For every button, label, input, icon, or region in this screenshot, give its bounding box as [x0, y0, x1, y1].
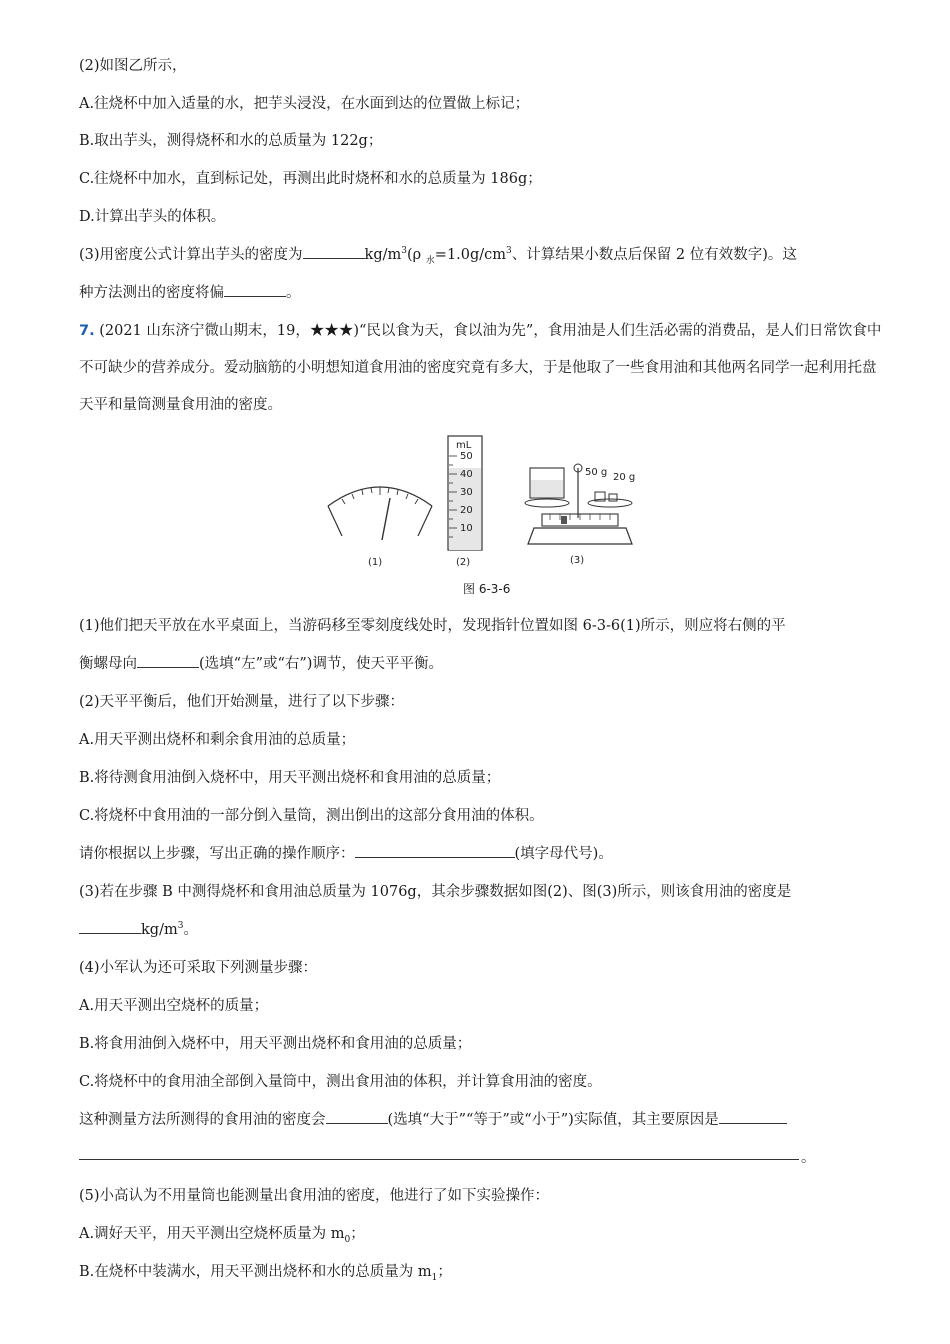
s3-line1: (3)若在步骤 B 中测得烧杯和食用油总质量为 1076g，其余步骤数据如图(2)、图(3)所示，则该食用油的密度是 — [79, 884, 792, 900]
s2-heading: (2)天平平衡后，他们开始测量，进行了以下步骤： — [79, 694, 405, 710]
answer-blank[interactable] — [326, 1109, 388, 1124]
s1-line2: 衡螺母向 (选填“左”或“右”)调节，使天平平衡。 — [79, 652, 443, 673]
answer-line[interactable] — [79, 1159, 799, 1160]
answer-blank[interactable] — [719, 1109, 787, 1124]
part3-question-line2: 种方法测出的密度将偏 。 — [79, 281, 301, 302]
graduated-cylinder — [448, 436, 482, 568]
answer-blank[interactable] — [224, 282, 286, 297]
s2-step-c: C.将烧杯中食用油的一部分倒入量筒，测出倒出的这部分食用油的体积。 — [79, 808, 544, 824]
s5-heading: (5)小高认为不用量筒也能测量出食用油的密度，他进行了如下实验操作： — [79, 1188, 550, 1204]
figure-6-3-6 — [320, 428, 650, 600]
svg-text:mL: mL — [456, 440, 472, 451]
s2-step-b: B.将待测食用油倒入烧杯中，用天平测出烧杯和食用油的总质量； — [79, 770, 501, 786]
answer-blank[interactable] — [355, 843, 515, 858]
s3-line2: $kg/m^3$。 — [79, 918, 198, 939]
answer-blank[interactable] — [79, 919, 141, 934]
part2-step-c: C.往烧杯中加水，直到标记处，再测出此时烧杯和水的总质量为 186g； — [79, 171, 542, 187]
part2-step-a: A.往烧杯中加入适量的水，把芋头浸没，在水面到达的位置做上标记； — [79, 96, 530, 112]
svg-text:(3): (3) — [570, 555, 585, 566]
svg-text:50 g: 50 g — [585, 467, 608, 478]
s4-question: 这种测量方法所测得的食用油的密度会 (选填“大于”“等于”或“小于”)实际值，其主要原因是 — [79, 1108, 787, 1129]
balance-base — [528, 528, 632, 544]
answer-blank[interactable] — [137, 653, 199, 668]
s2-order: 请你根据以上步骤，写出正确的操作顺序： (填字母代号)。 — [79, 842, 613, 863]
s4-end: 。 — [801, 1150, 816, 1166]
weight-20g — [609, 494, 617, 501]
svg-text:20 g: 20 g — [613, 472, 636, 483]
balance-diagram — [525, 464, 635, 566]
svg-text:50: 50 — [460, 451, 473, 462]
svg-text:30: 30 — [460, 487, 473, 498]
pointer-needle — [382, 498, 390, 540]
s4-step-b: B.将食用油倒入烧杯中，用天平测出烧杯和食用油的总质量； — [79, 1036, 472, 1052]
s2-step-a: A.用天平测出烧杯和剩余食用油的总质量； — [79, 732, 356, 748]
answer-blank[interactable] — [303, 244, 365, 259]
part3-question-line1: (3)用密度公式计算出芋头的密度为 $kg/m^3(\rho$ $_水=1.0g/cm^3$、计算结果小数点后保留 2 位有效数字)。这 — [79, 243, 797, 266]
s4-step-a: A.用天平测出空烧杯的质量； — [79, 998, 269, 1014]
pointer-scale-diagram — [328, 487, 432, 568]
part2-step-d: D.计算出芋头的体积。 — [79, 209, 226, 225]
svg-text:40: 40 — [460, 469, 473, 480]
figure-caption: 图 6-3-6 — [463, 582, 511, 596]
s1-line1: (1)他们把天平放在水平桌面上，当游码移至零刻度线处时，发现指针位置如图 6-3-6(1)所示，则应将右侧的平 — [79, 618, 786, 634]
question-7-intro: 7. (2021 山东济宁微山期末，19，★★★)“民以食为天，食以油为先”，食用油是人们生活必需的消费品，是人们日常饮食中不可缺少的营养成分。爱动脑筋的小明想知道食用油的密度究竟有多大，于是他取了一些食用油和其他两名同学一起利用托盘天平和量筒测量食用油的密度。 — [79, 323, 882, 413]
s4-heading: (4)小军认为还可采取下列测量步骤： — [79, 960, 318, 976]
part2-step-b: B.取出芋头，测得烧杯和水的总质量为 122g； — [79, 133, 383, 149]
part2-heading: (2)如图乙所示， — [79, 58, 187, 74]
question-number: 7. — [79, 323, 95, 339]
s4-step-c: C.将烧杯中的食用油全部倒入量筒中，测出食用油的体积，并计算食用油的密度。 — [79, 1074, 602, 1090]
svg-text:10: 10 — [460, 523, 473, 534]
s5-step-a: A.调好天平，用天平测出空烧杯质量为 $m_0$； — [79, 1226, 365, 1245]
svg-text:(1): (1) — [368, 557, 383, 568]
rider — [561, 516, 567, 524]
svg-text:(2): (2) — [456, 557, 471, 568]
s5-step-b: B.在烧杯中装满水，用天平测出烧杯和水的总质量为 $m_1$； — [79, 1264, 452, 1283]
svg-text:20: 20 — [460, 505, 473, 516]
